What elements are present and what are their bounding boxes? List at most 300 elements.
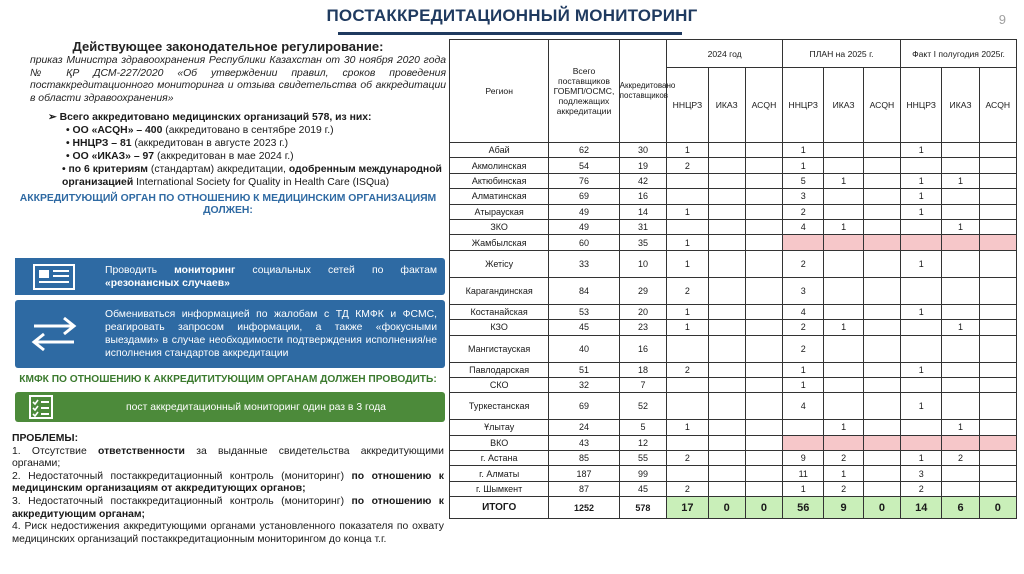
- totals-cell: 578: [619, 497, 667, 519]
- totals-row: [450, 497, 1017, 519]
- table-cell: [745, 320, 782, 335]
- table-cell: [708, 143, 745, 158]
- table-cell: [824, 143, 863, 158]
- table-cell: 2: [824, 451, 863, 466]
- table-cell: [708, 250, 745, 277]
- table-cell: [863, 320, 900, 335]
- table-cell: 1: [667, 143, 708, 158]
- table-cell: [745, 377, 782, 392]
- table-cell: 1: [783, 158, 824, 173]
- table-cell: [745, 143, 782, 158]
- table-cell: 2: [783, 320, 824, 335]
- regulation-text: приказ Министра здравоохранения Республики Казахстан от 30 ноября 2020 года № ҚР ДСМ-227/2020 «Об утверждении правил, сроков проведения постаккредитационного мониторинга и отзыва свидетельства об аккредитации в области здравоохранения»: [30, 55, 446, 104]
- table-cell: [979, 481, 1016, 496]
- table-cell: [863, 143, 900, 158]
- table-cell: 1: [783, 362, 824, 377]
- table-cell: 2: [667, 158, 708, 173]
- table-cell: [942, 393, 979, 420]
- table-cell: [708, 420, 745, 435]
- table-cell: Алматинская: [450, 189, 549, 204]
- table-cell: [708, 304, 745, 319]
- table-cell: Костанайская: [450, 304, 549, 319]
- table-cell: [979, 219, 1016, 234]
- table-cell: [979, 173, 1016, 188]
- table-cell: [942, 377, 979, 392]
- table-cell: [824, 393, 863, 420]
- table-cell: 2: [667, 481, 708, 496]
- header-accredited: Аккредитовано поставщиков: [619, 40, 667, 143]
- table-cell: 33: [549, 250, 619, 277]
- table-cell: Павлодарская: [450, 362, 549, 377]
- table-cell: 52: [619, 393, 667, 420]
- table-cell: 18: [619, 362, 667, 377]
- left-panel: [10, 40, 446, 217]
- problem-item: 1. Отсутствие ответственности за выданные свидетельства аккредитующими органами;: [12, 445, 444, 470]
- totals-cell: 0: [708, 497, 745, 519]
- problem-item: 4. Риск недостижения аккредитующими органами установленного показателя по охвату медицинских организаций постаккредитационным мониторингом до конца т.г.: [12, 521, 444, 545]
- totals-cell: ИТОГО: [450, 497, 549, 519]
- table-row: [450, 277, 1017, 304]
- table-cell: [942, 481, 979, 496]
- table-cell: 1: [667, 250, 708, 277]
- table-cell: [863, 466, 900, 481]
- kmfk-box: [15, 392, 445, 422]
- table-cell: [942, 304, 979, 319]
- totals-cell: 0: [863, 497, 900, 519]
- table-row: [450, 250, 1017, 277]
- table-cell: [863, 250, 900, 277]
- monitoring-box: Проводить мониторинг социальных сетей по фактам «резонансных случаев»: [15, 258, 445, 295]
- table-cell: 53: [549, 304, 619, 319]
- table-cell: [979, 362, 1016, 377]
- table-cell: [708, 204, 745, 219]
- table-cell: [901, 277, 942, 304]
- subheader-cell: ИКАЗ: [708, 68, 745, 143]
- subheader-cell: ННЦРЗ: [901, 68, 942, 143]
- table-cell: [979, 451, 1016, 466]
- table-cell: [863, 235, 900, 250]
- totals-cell: 6: [942, 497, 979, 519]
- kmfk-text: пост аккредитационный мониторинг один раз в 3 года: [126, 401, 386, 413]
- table-cell: 1: [942, 420, 979, 435]
- table-cell: 1: [942, 320, 979, 335]
- totals-cell: 0: [979, 497, 1016, 519]
- table-cell: 1: [824, 420, 863, 435]
- table-cell: [979, 466, 1016, 481]
- table-cell: [863, 362, 900, 377]
- table-cell: 2: [824, 481, 863, 496]
- table-body: [450, 143, 1017, 519]
- table-cell: [667, 377, 708, 392]
- table-cell: [745, 481, 782, 496]
- table-cell: 1: [824, 173, 863, 188]
- table-row: [450, 219, 1017, 234]
- table-cell: [745, 451, 782, 466]
- table-cell: [708, 173, 745, 188]
- table-cell: [901, 335, 942, 362]
- table-cell: [863, 189, 900, 204]
- news-icon: [15, 258, 93, 295]
- table-cell: [979, 250, 1016, 277]
- table-cell: [979, 335, 1016, 362]
- table-row: [450, 204, 1017, 219]
- table-cell: [863, 204, 900, 219]
- table-cell: 40: [549, 335, 619, 362]
- table-row: [450, 362, 1017, 377]
- table-cell: 1: [942, 173, 979, 188]
- table-cell: 19: [619, 158, 667, 173]
- table-cell: 51: [549, 362, 619, 377]
- table-cell: [979, 420, 1016, 435]
- subheader-cell: АСQН: [979, 68, 1016, 143]
- table-cell: 10: [619, 250, 667, 277]
- table-cell: [942, 435, 979, 450]
- table-cell: 69: [549, 189, 619, 204]
- subheader-cell: ННЦРЗ: [667, 68, 708, 143]
- org-item: • ОО «АСQН» – 400 (аккредитовано в сентябре 2019 г.): [66, 125, 334, 136]
- table-cell: [942, 143, 979, 158]
- totals-cell: 0: [745, 497, 782, 519]
- table-cell: [979, 377, 1016, 392]
- table-cell: [979, 158, 1016, 173]
- table-cell: [979, 204, 1016, 219]
- page-title: ПОСТАККРЕДИТАЦИОННЫЙ МОНИТОРИНГ: [326, 6, 698, 25]
- table-cell: 187: [549, 466, 619, 481]
- table-cell: [708, 362, 745, 377]
- table-row: [450, 335, 1017, 362]
- subheader-cell: ИКАЗ: [942, 68, 979, 143]
- table-cell: [745, 466, 782, 481]
- table-cell: [824, 304, 863, 319]
- checklist-icon: [15, 392, 67, 422]
- table-cell: 23: [619, 320, 667, 335]
- table-cell: 43: [549, 435, 619, 450]
- table-cell: [824, 377, 863, 392]
- table-row: [450, 304, 1017, 319]
- table-cell: 12: [619, 435, 667, 450]
- table-cell: 2: [901, 481, 942, 496]
- table-cell: 45: [549, 320, 619, 335]
- table-cell: 5: [783, 173, 824, 188]
- table-cell: 1: [901, 173, 942, 188]
- table-cell: 2: [942, 451, 979, 466]
- table-cell: [863, 393, 900, 420]
- table-cell: [863, 451, 900, 466]
- table-cell: [863, 173, 900, 188]
- table-cell: 1: [783, 481, 824, 496]
- table-cell: Акмолинская: [450, 158, 549, 173]
- table-cell: Мангистауская: [450, 335, 549, 362]
- totals-cell: 14: [901, 497, 942, 519]
- table-cell: Карагандинская: [450, 277, 549, 304]
- table-cell: 87: [549, 481, 619, 496]
- table-cell: 1: [667, 235, 708, 250]
- table-cell: СКО: [450, 377, 549, 392]
- problem-item: 3. Недостаточный постаккредитационный контроль (мониторинг) по отношению к аккредитующим органам;: [12, 495, 444, 520]
- table-cell: 1: [901, 393, 942, 420]
- table-cell: [979, 189, 1016, 204]
- table-cell: [901, 158, 942, 173]
- table-cell: [863, 158, 900, 173]
- table-cell: [745, 235, 782, 250]
- table-cell: 1: [783, 143, 824, 158]
- table-cell: 69: [549, 393, 619, 420]
- table-cell: Актюбинская: [450, 173, 549, 188]
- table-cell: [901, 377, 942, 392]
- accreditation-summary: [10, 111, 446, 189]
- table-cell: [979, 304, 1016, 319]
- table-cell: 9: [783, 451, 824, 466]
- table-cell: 49: [549, 204, 619, 219]
- table-cell: 1: [667, 420, 708, 435]
- problems-section: [12, 433, 444, 546]
- subheader-cell: АСQН: [863, 68, 900, 143]
- table-cell: [708, 158, 745, 173]
- table-cell: [708, 466, 745, 481]
- table-cell: [979, 235, 1016, 250]
- monitoring-table: [449, 39, 1017, 519]
- table-cell: ЗКО: [450, 219, 549, 234]
- header-plan: ПЛАН на 2025 г.: [783, 40, 901, 68]
- table-cell: ВКО: [450, 435, 549, 450]
- table-cell: 45: [619, 481, 667, 496]
- table-cell: [745, 335, 782, 362]
- table-cell: 29: [619, 277, 667, 304]
- totals-cell: 17: [667, 497, 708, 519]
- table-cell: 14: [619, 204, 667, 219]
- table-cell: [942, 158, 979, 173]
- table-cell: 32: [549, 377, 619, 392]
- page-number: 9: [998, 12, 1006, 27]
- table-row: [450, 393, 1017, 420]
- table-row: [450, 435, 1017, 450]
- table-cell: 11: [783, 466, 824, 481]
- problems-heading: ПРОБЛЕМЫ:: [12, 433, 79, 444]
- table-cell: [745, 189, 782, 204]
- table-cell: 2: [667, 362, 708, 377]
- table-cell: 1: [901, 451, 942, 466]
- table-cell: 99: [619, 466, 667, 481]
- table-cell: 84: [549, 277, 619, 304]
- table-cell: [667, 173, 708, 188]
- table-cell: [979, 320, 1016, 335]
- table-cell: [667, 435, 708, 450]
- table-cell: 1: [667, 304, 708, 319]
- table-cell: [942, 250, 979, 277]
- table-cell: [708, 377, 745, 392]
- header-fact: Факт I полугодия 2025г.: [901, 40, 1017, 68]
- table-cell: [667, 219, 708, 234]
- table-cell: [863, 304, 900, 319]
- table-cell: [667, 189, 708, 204]
- table-cell: 24: [549, 420, 619, 435]
- table-cell: 30: [619, 143, 667, 158]
- table-cell: [824, 362, 863, 377]
- table-cell: Ұлытау: [450, 420, 549, 435]
- table-cell: [708, 435, 745, 450]
- regulation-heading: Действующее законодательное регулирование:: [72, 39, 384, 54]
- table-row: [450, 481, 1017, 496]
- table-cell: [783, 420, 824, 435]
- header-region: Регион: [450, 40, 549, 143]
- accrediting-body-heading: АККРЕДИТУЮЩИЙ ОРГАН ПО ОТНОШЕНИЮ К МЕДИЦИНСКИМ ОРГАНИЗАЦИЯМ ДОЛЖЕН:: [19, 193, 437, 216]
- table-cell: [745, 204, 782, 219]
- table-cell: Туркестанская: [450, 393, 549, 420]
- problem-item: 2. Недостаточный постаккредитационный контроль (мониторинг) по отношению к медицинским организациям от аккредитующих органов;: [12, 470, 444, 495]
- table-cell: 62: [549, 143, 619, 158]
- table-cell: 54: [549, 158, 619, 173]
- table-cell: 2: [783, 250, 824, 277]
- table-cell: [708, 451, 745, 466]
- table-cell: [901, 320, 942, 335]
- table-cell: г. Алматы: [450, 466, 549, 481]
- header-2024: 2024 год: [667, 40, 783, 68]
- table-cell: [745, 250, 782, 277]
- table-cell: [901, 235, 942, 250]
- table-cell: 60: [549, 235, 619, 250]
- table-cell: [901, 219, 942, 234]
- table-cell: 5: [619, 420, 667, 435]
- table-cell: 2: [667, 451, 708, 466]
- table-cell: [942, 189, 979, 204]
- table-cell: [824, 204, 863, 219]
- totals-cell: 1252: [549, 497, 619, 519]
- table-cell: [783, 435, 824, 450]
- subheader-cell: ННЦРЗ: [783, 68, 824, 143]
- table-cell: [824, 250, 863, 277]
- subheader-cell: АСQН: [745, 68, 782, 143]
- table-cell: 1: [824, 466, 863, 481]
- exchange-text: Обмениваться информацией по жалобам с ТД КМФК и ФСМС, реагировать запросом информации, а также «фокусными выездами» в случае необходимости подтверждения исполнения/не исполнения стандартов аккредитации: [105, 309, 437, 359]
- table-cell: 20: [619, 304, 667, 319]
- table-cell: 42: [619, 173, 667, 188]
- table-cell: 3: [783, 277, 824, 304]
- table-cell: 1: [901, 143, 942, 158]
- table-cell: 3: [783, 189, 824, 204]
- table-cell: [942, 277, 979, 304]
- table-cell: 1: [783, 377, 824, 392]
- table-cell: [863, 219, 900, 234]
- table-cell: [708, 393, 745, 420]
- table-cell: [745, 362, 782, 377]
- table-cell: 1: [901, 189, 942, 204]
- table-cell: [745, 304, 782, 319]
- table-cell: [708, 277, 745, 304]
- table-cell: 1: [824, 320, 863, 335]
- table-cell: [745, 158, 782, 173]
- table-cell: 2: [783, 204, 824, 219]
- exchange-box: [15, 300, 445, 368]
- table-cell: [942, 335, 979, 362]
- kmfk-heading: КМФК ПО ОТНОШЕНИЮ К АККРЕДИТИТУЮЩИМ ОРГАНАМ ДОЛЖЕН ПРОВОДИТЬ:: [19, 374, 437, 385]
- table-cell: Жамбылская: [450, 235, 549, 250]
- table-cell: [863, 435, 900, 450]
- table-cell: [979, 277, 1016, 304]
- table-cell: [667, 466, 708, 481]
- table-cell: [708, 481, 745, 496]
- table-cell: 4: [783, 219, 824, 234]
- table-cell: [667, 393, 708, 420]
- table-cell: [942, 362, 979, 377]
- table-cell: [863, 481, 900, 496]
- table-cell: [863, 377, 900, 392]
- table-cell: 1: [667, 320, 708, 335]
- table-cell: [708, 189, 745, 204]
- table-cell: 49: [549, 219, 619, 234]
- table-row: [450, 158, 1017, 173]
- table-cell: 35: [619, 235, 667, 250]
- table-cell: [824, 435, 863, 450]
- table-cell: [667, 335, 708, 362]
- criteria-item: • по 6 критериям (стандартам) аккредитации, одобренным международной организацией International Society for Quality in Health Care (ISQua): [62, 164, 442, 188]
- title-underline: [338, 32, 682, 35]
- table-row: [450, 189, 1017, 204]
- table-cell: 1: [667, 204, 708, 219]
- org-item: • ОО «ИКАЗ» – 97 (аккредитован в мае 2024 г.): [66, 151, 294, 162]
- table-cell: Атырауская: [450, 204, 549, 219]
- table-cell: [979, 393, 1016, 420]
- table-cell: 16: [619, 335, 667, 362]
- table-cell: 7: [619, 377, 667, 392]
- table-cell: [708, 235, 745, 250]
- table-cell: [942, 204, 979, 219]
- table-cell: [824, 189, 863, 204]
- table-row: [450, 420, 1017, 435]
- table-cell: 1: [901, 304, 942, 319]
- table-cell: 4: [783, 393, 824, 420]
- table-cell: [783, 235, 824, 250]
- header-total: Всего поставщиков ГОБМП/ОСМС, подлежащих аккредитации: [549, 40, 619, 143]
- table-cell: [745, 173, 782, 188]
- table-cell: 31: [619, 219, 667, 234]
- table-cell: 16: [619, 189, 667, 204]
- table-cell: [824, 158, 863, 173]
- table-row: [450, 235, 1017, 250]
- table-cell: [863, 335, 900, 362]
- table-cell: [863, 277, 900, 304]
- table-cell: [708, 320, 745, 335]
- table-cell: [942, 235, 979, 250]
- table-cell: [942, 466, 979, 481]
- table-cell: 85: [549, 451, 619, 466]
- exchange-arrows-icon: [15, 300, 93, 368]
- table-cell: [901, 420, 942, 435]
- table-cell: 2: [783, 335, 824, 362]
- table-cell: 2: [667, 277, 708, 304]
- table-cell: г. Шымкент: [450, 481, 549, 496]
- org-item: • ННЦРЗ – 81 (аккредитован в августе 2023 г.): [66, 138, 289, 149]
- table-row: [450, 320, 1017, 335]
- table-row: [450, 377, 1017, 392]
- table-cell: 76: [549, 173, 619, 188]
- table-row: [450, 466, 1017, 481]
- table-cell: [708, 219, 745, 234]
- table-cell: 1: [901, 250, 942, 277]
- totals-cell: 9: [824, 497, 863, 519]
- table-cell: [863, 420, 900, 435]
- table-cell: 3: [901, 466, 942, 481]
- totals-cell: 56: [783, 497, 824, 519]
- table-cell: [979, 143, 1016, 158]
- table-cell: [824, 235, 863, 250]
- table-cell: [824, 335, 863, 362]
- table-row: [450, 143, 1017, 158]
- table-row: [450, 451, 1017, 466]
- table-cell: 1: [901, 204, 942, 219]
- table-cell: [824, 277, 863, 304]
- table-cell: КЗО: [450, 320, 549, 335]
- subheader-cell: ИКАЗ: [824, 68, 863, 143]
